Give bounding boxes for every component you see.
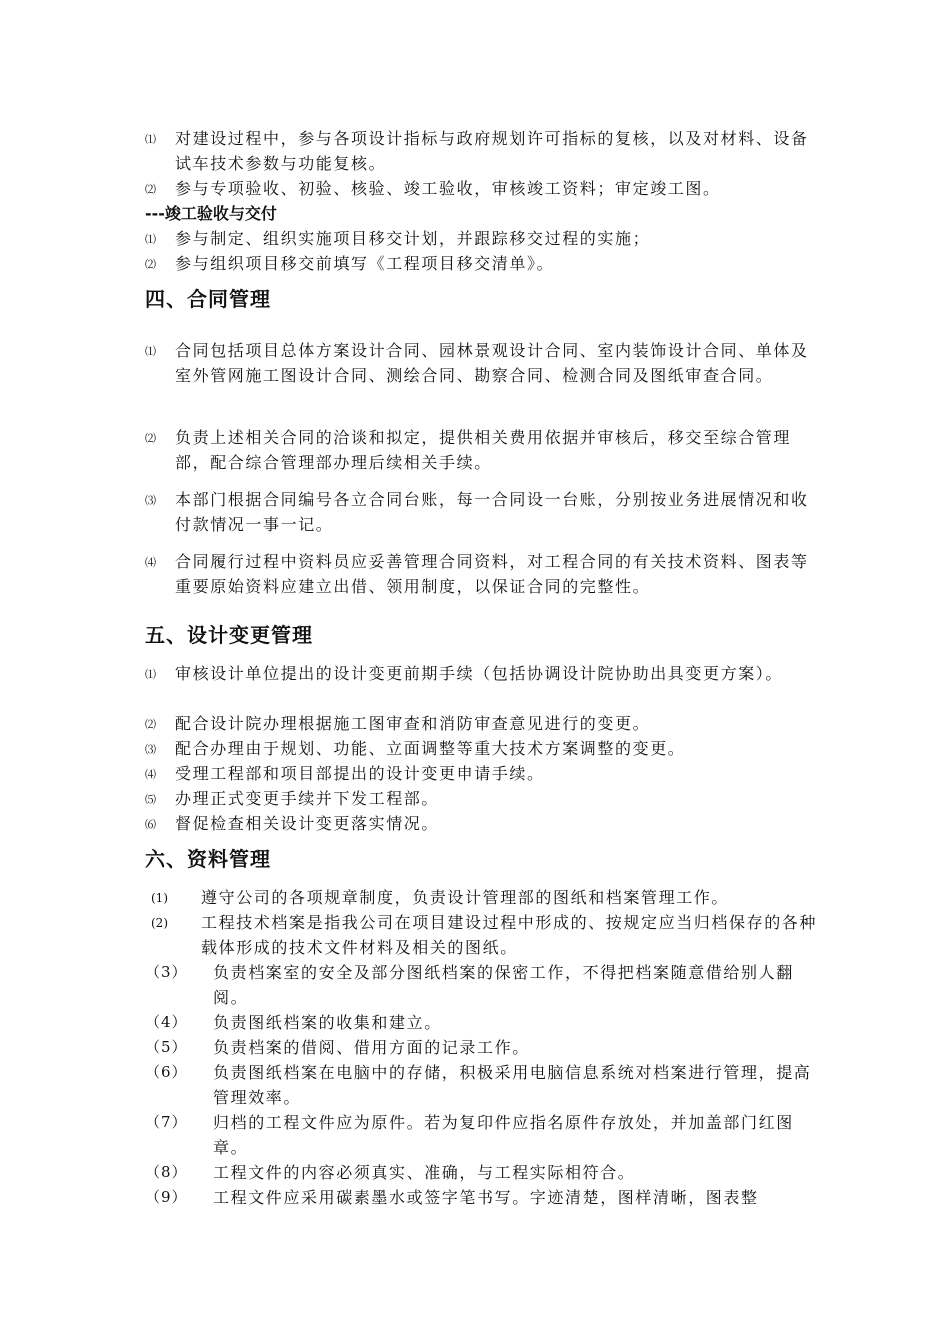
item-number: ⑵ [145,183,156,196]
item-number: ⑵ [145,258,156,271]
item-number: （8） [145,1163,188,1181]
item-number: ⑴ [145,133,156,146]
item-text: 负责上述相关合同的洽谈和拟定，提供相关费用依据并审核后，移交至综合管理部，配合综合管理部办理后续相关手续。 [175,428,792,472]
item-text: 配合设计院办理根据施工图审查和消防审查意见进行的变更。 [175,714,651,733]
list-item [145,661,825,686]
item-number: ⑶ [145,494,156,507]
item-number: ⑵ [145,432,156,445]
list-item [145,549,825,599]
item-text: 对建设过程中，参与各项设计指标与政府规划许可指标的复核，以及对材料、设备试车技术参数与功能复核。 [175,129,809,173]
item-number: ⑴ [145,233,156,246]
item-number: （5） [145,1038,188,1056]
list-item [145,1060,825,1110]
item-text: 负责图纸档案的收集和建立。 [213,1013,442,1032]
item-number: ⑶ [145,743,156,756]
item-number: ⑴ [145,668,156,681]
item-number: ⑹ [145,818,156,831]
section-heading: 六、资料管理 [145,847,271,871]
list-item [145,960,825,1010]
item-text: 参与制定、组织实施项目移交计划，并跟踪移交过程的实施； [175,229,651,248]
item-text: 负责档案室的安全及部分图纸档案的保密工作，不得把档案随意借给别人翻阅。 [213,963,794,1007]
list-item [145,425,825,475]
item-text: 参与组织项目移交前填写《工程项目移交清单》。 [175,254,555,273]
item-number: ⑵ [145,718,156,731]
item-text: 遵守公司的各项规章制度，负责设计管理部的图纸和档案管理工作。 [201,888,730,907]
list-item [145,176,825,201]
subheading: ---竣工验收与交付 [145,204,277,223]
item-text: 负责档案的借阅、借用方面的记录工作。 [213,1038,530,1057]
list-item [145,786,825,811]
item-text: 配合办理由于规划、功能、立面调整等重大技术方案调整的变更。 [175,739,686,758]
list-item [145,126,825,176]
list-item [145,1110,825,1160]
item-number: （6） [145,1063,188,1081]
list-item [145,811,825,836]
list-item [145,251,825,276]
item-text: 受理工程部和项目部提出的设计变更申请手续。 [175,764,545,783]
list-item [145,736,825,761]
item-number: （7） [145,1113,188,1131]
item-number: ⑷ [145,556,156,569]
item-text: 合同履行过程中资料员应妥善管理合同资料，对工程合同的有关技术资料、图表等重要原始资料应建立出借、领用制度，以保证合同的完整性。 [175,552,809,596]
item-text: 本部门根据合同编号各立合同台账，每一合同设一台账，分别按业务进展情况和收付款情况一事一记。 [175,490,809,534]
item-number: （9） [145,1188,188,1206]
list-item [145,226,825,251]
item-text: 负责图纸档案在电脑中的存储，积极采用电脑信息系统对档案进行管理，提高管理效率。 [213,1063,812,1107]
section-heading: 五、设计变更管理 [145,623,313,647]
section-heading: 四、合同管理 [145,287,271,311]
list-item [145,910,825,960]
item-text: 办理正式变更手续并下发工程部。 [175,789,440,808]
list-item [145,487,825,537]
list-item [145,1160,825,1185]
item-number: ⑷ [145,768,156,781]
item-number: (1) [151,891,168,905]
item-text: 参与专项验收、初验、核验、竣工验收，审核竣工资料；审定竣工图。 [175,179,721,198]
item-number: ⑸ [145,793,156,806]
item-number: （4） [145,1013,188,1031]
item-text: 合同包括项目总体方案设计合同、园林景观设计合同、室内装饰设计合同、单体及室外管网施工图设计合同、测绘合同、勘察合同、检测合同及图纸审查合同。 [175,341,809,385]
item-text: 督促检查相关设计变更落实情况。 [175,814,440,833]
item-text: 归档的工程文件应为原件。若为复印件应指名原件存放处，并加盖部门红图章。 [213,1113,794,1157]
item-text: 工程文件的内容必须真实、准确，与工程实际相符合。 [213,1163,636,1182]
item-number: (2) [151,916,168,930]
item-text: 工程文件应采用碳素墨水或签字笔书写。字迹清楚，图样清晰，图表整 [213,1188,759,1207]
list-item [145,1010,825,1035]
item-number: （3） [145,963,188,981]
list-item [145,1035,825,1060]
list-item [145,761,825,786]
list-item [145,338,825,388]
list-item [145,711,825,736]
item-text: 工程技术档案是指我公司在项目建设过程中形成的、按规定应当归档保存的各种载体形成的技术文件材料及相关的图纸。 [201,913,818,957]
list-item [145,1185,825,1210]
item-text: 审核设计单位提出的设计变更前期手续（包括协调设计院协助出具变更方案）。 [175,664,784,683]
item-number: ⑴ [145,345,156,358]
list-item [145,885,825,910]
